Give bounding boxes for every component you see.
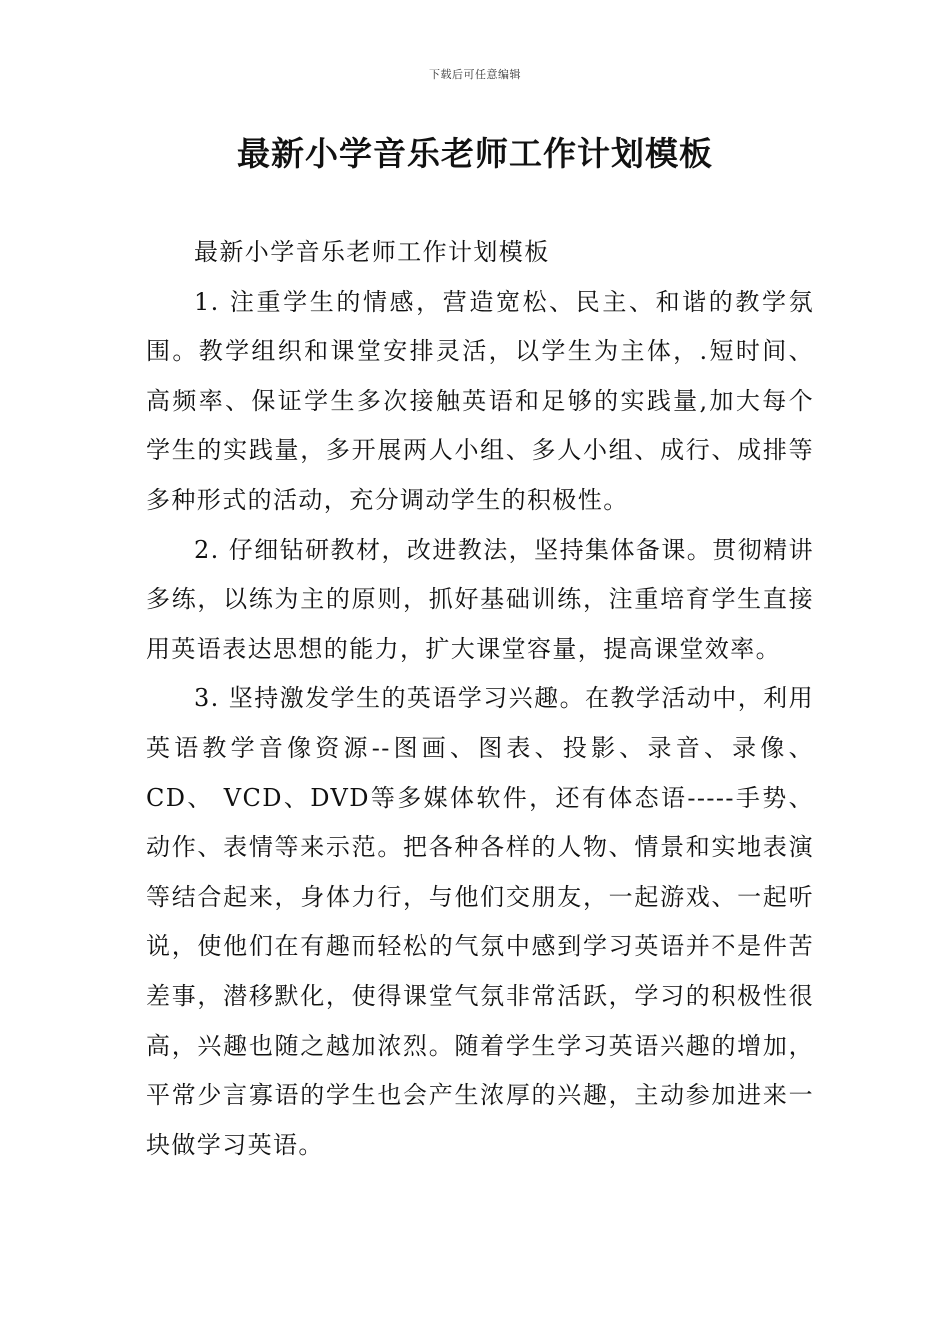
document-title: 最新小学音乐老师工作计划模板 [237, 134, 713, 173]
paragraph-1: 1. 注重学生的情感，营造宽松、民主、和谐的教学氛围。教学组织和课堂安排灵活，以学生为主体，.短时间、高频率、保证学生多次接触英语和足够的实践量,加大每个学生的实践量，多开展两人小组、多人小组、成行、成排等多种形式的活动，充分调动学生的积极性。 [146, 287, 814, 514]
paragraph-subtitle: 最新小学音乐老师工作计划模板 [194, 238, 550, 266]
document-body [146, 228, 814, 1170]
paragraph-2: 2. 仔细钻研教材，改进教法，坚持集体备课。贯彻精讲多练，以练为主的原则，抓好基础训练，注重培育学生直接用英语表达思想的能力，扩大课堂容量，提高课堂效率。 [146, 535, 814, 663]
paragraph-3: 3. 坚持激发学生的英语学习兴趣。在教学活动中，利用英语教学音像资源--图画、图表、投影、录音、录像、CD、 VCD、DVD等多媒体软件，还有体态语-----手势、动作、表情等来示范。把各种各样的人物、情景和实地表演等结合起来，身体力行，与他们交朋友，一起游戏、一起听说，使他们在有趣而轻松的气氛中感到学习英语并不是件苦差事，潜移默化，使得课堂气氛非常活跃，学习的积极性很高，兴趣也随之越加浓烈。随着学生学习英语兴趣的增加，平常少言寡语的学生也会产生浓厚的兴趣，主动参加进来一块做学习英语。 [146, 684, 814, 1159]
header-note: 下载后可任意编辑 [429, 68, 521, 81]
